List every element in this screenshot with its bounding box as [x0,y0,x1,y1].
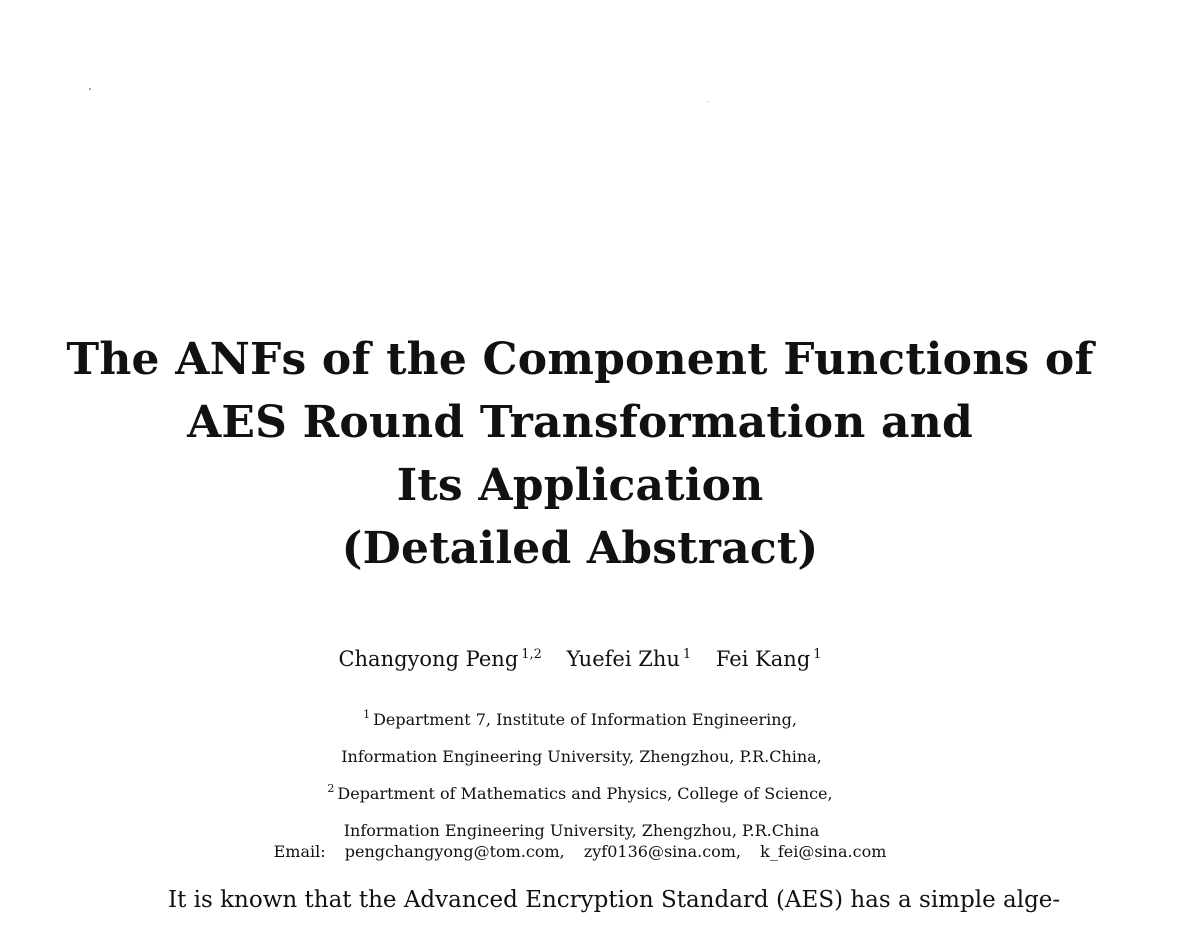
author-affiliation-mark: 1,2 [521,647,542,662]
title-line-4: (Detailed Abstract) [341,523,819,574]
scan-speck [708,101,709,102]
author [567,640,692,674]
author-name: Yuefei Zhu [566,647,680,671]
author-list [0,640,1160,674]
title-line-3: Its Application [396,460,764,511]
title-line-2: AES Round Transformation and [187,397,973,448]
email-label: Email: [273,842,326,861]
affiliation-text: Information Engineering University, Zhengzhou, P.R.China [343,821,820,840]
affiliation-mark: 2 [327,782,335,795]
affiliation-text: Information Engineering University, Zhengzhou, P.R.China, [341,747,822,766]
email-row [0,838,1160,866]
author [338,640,542,674]
email-address: k_fei@sina.com [760,842,887,861]
affiliation-text: Department of Mathematics and Physics, College of Science, [337,784,833,803]
affiliation-line [0,773,1160,810]
email-address: zyf0136@sina.com, [583,842,742,861]
author-name: Changyong Peng [338,647,519,671]
scan-speck [89,88,91,90]
affiliation-line [0,736,1160,773]
author-name: Fei Kang [715,647,811,671]
email-address: pengchangyong@tom.com, [344,842,565,861]
author [716,640,822,674]
title-line-1: The ANFs of the Component Functions of [66,334,1094,385]
paper-title [0,328,1160,580]
author-affiliation-mark: 1 [813,647,822,662]
affiliation-mark: 1 [363,708,371,721]
abstract-first-line: It is known that the Advanced Encryption Standard (AES) has a simple alge- [168,887,1061,913]
affiliation-line [0,699,1160,736]
affiliation-list [0,699,1160,847]
affiliation-text: Department 7, Institute of Information Engineering, [373,710,797,729]
author-affiliation-mark: 1 [682,647,692,662]
